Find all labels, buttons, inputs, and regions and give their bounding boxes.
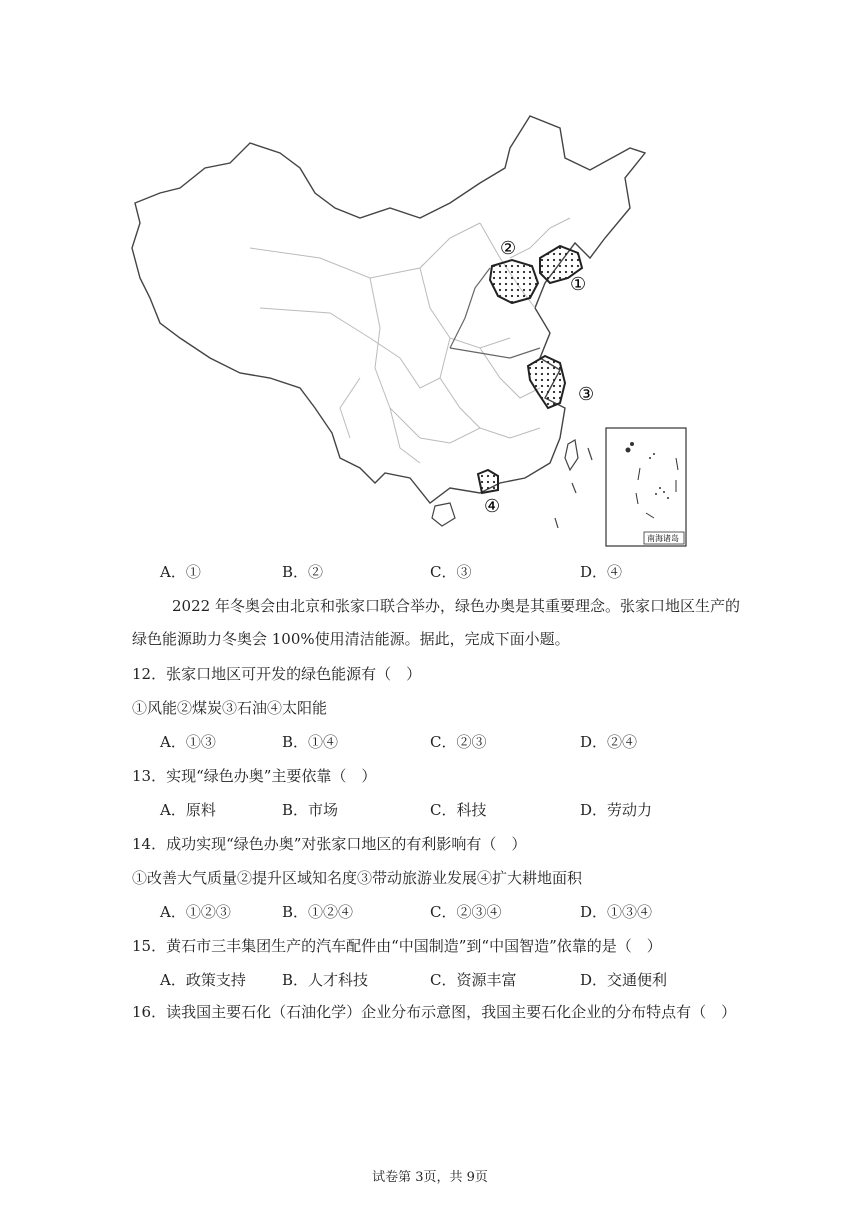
q14-stem: 14．成功实现“绿色办奥”对张家口地区的有利影响有（ ） bbox=[132, 835, 527, 853]
q12-stem: 12．张家口地区可开发的绿色能源有（ ） bbox=[132, 665, 422, 683]
q14-option-d[interactable]: D．①③④ bbox=[580, 903, 653, 921]
china-map bbox=[120, 108, 700, 554]
q15-option-c[interactable]: C．资源丰富 bbox=[430, 971, 517, 989]
page-footer: 试卷第 3页，共 9页 bbox=[372, 1170, 488, 1185]
q13-option-d[interactable]: D．劳动力 bbox=[580, 801, 653, 819]
q15-option-d[interactable]: D．交通便利 bbox=[580, 971, 668, 989]
region-3 bbox=[528, 356, 565, 408]
china-map-figure bbox=[120, 108, 700, 554]
region-4 bbox=[478, 470, 498, 493]
label-2: ② bbox=[500, 238, 517, 259]
south-china-sea-inset bbox=[606, 428, 686, 546]
hainan bbox=[432, 503, 455, 526]
q14-items: ①改善大气质量②提升区域知名度③带动旅游业发展④扩大耕地面积 bbox=[132, 869, 583, 887]
q14-option-b[interactable]: B．①②④ bbox=[282, 903, 354, 921]
q12-option-a[interactable]: A．①③ bbox=[160, 733, 216, 751]
q11-option-d[interactable]: D．④ bbox=[580, 563, 623, 581]
q13-stem: 13．实现“绿色办奥”主要依靠（ ） bbox=[132, 767, 377, 785]
q15-option-b[interactable]: B．人才科技 bbox=[282, 971, 369, 989]
inset-label: 南海诸岛 bbox=[647, 534, 679, 543]
label-1: ① bbox=[570, 274, 587, 295]
q12-items: ①风能②煤炭③石油④太阳能 bbox=[132, 699, 328, 717]
label-4: ④ bbox=[484, 496, 501, 517]
q15-stem: 15．黄石市三丰集团生产的汽车配件由“中国制造”到“中国智造”依靠的是（ ） bbox=[132, 937, 662, 955]
q11-option-c[interactable]: C．③ bbox=[430, 563, 472, 581]
q13-option-b[interactable]: B．市场 bbox=[282, 801, 339, 819]
q12-option-b[interactable]: B．①④ bbox=[282, 733, 339, 751]
passage-line-2: 绿色能源助力冬奥会 100%使用清洁能源。据此，完成下面小题。 bbox=[132, 630, 570, 648]
q13-option-a[interactable]: A．原料 bbox=[160, 801, 216, 819]
label-3: ③ bbox=[578, 384, 595, 405]
q16-stem: 16．读我国主要石化（石油化学）企业分布示意图，我国主要石化企业的分布特点有（ ） bbox=[132, 1003, 737, 1021]
q14-option-c[interactable]: C．②③④ bbox=[430, 903, 502, 921]
q12-option-c[interactable]: C．②③ bbox=[430, 733, 487, 751]
province-boundaries bbox=[250, 218, 570, 463]
passage-line-1: 2022 年冬奥会由北京和张家口联合举办，绿色办奥是其重要理念。张家口地区生产的 bbox=[172, 597, 740, 615]
q13-option-c[interactable]: C．科技 bbox=[430, 801, 487, 819]
q12-option-d[interactable]: D．②④ bbox=[580, 733, 638, 751]
region-2 bbox=[490, 260, 538, 303]
q14-option-a[interactable]: A．①②③ bbox=[160, 903, 231, 921]
coastline-dashes bbox=[555, 448, 592, 528]
q15-option-a[interactable]: A．政策支持 bbox=[160, 971, 246, 989]
q11-option-a[interactable]: A．① bbox=[160, 563, 201, 581]
q11-option-b[interactable]: B．② bbox=[282, 563, 324, 581]
taiwan bbox=[565, 440, 578, 470]
